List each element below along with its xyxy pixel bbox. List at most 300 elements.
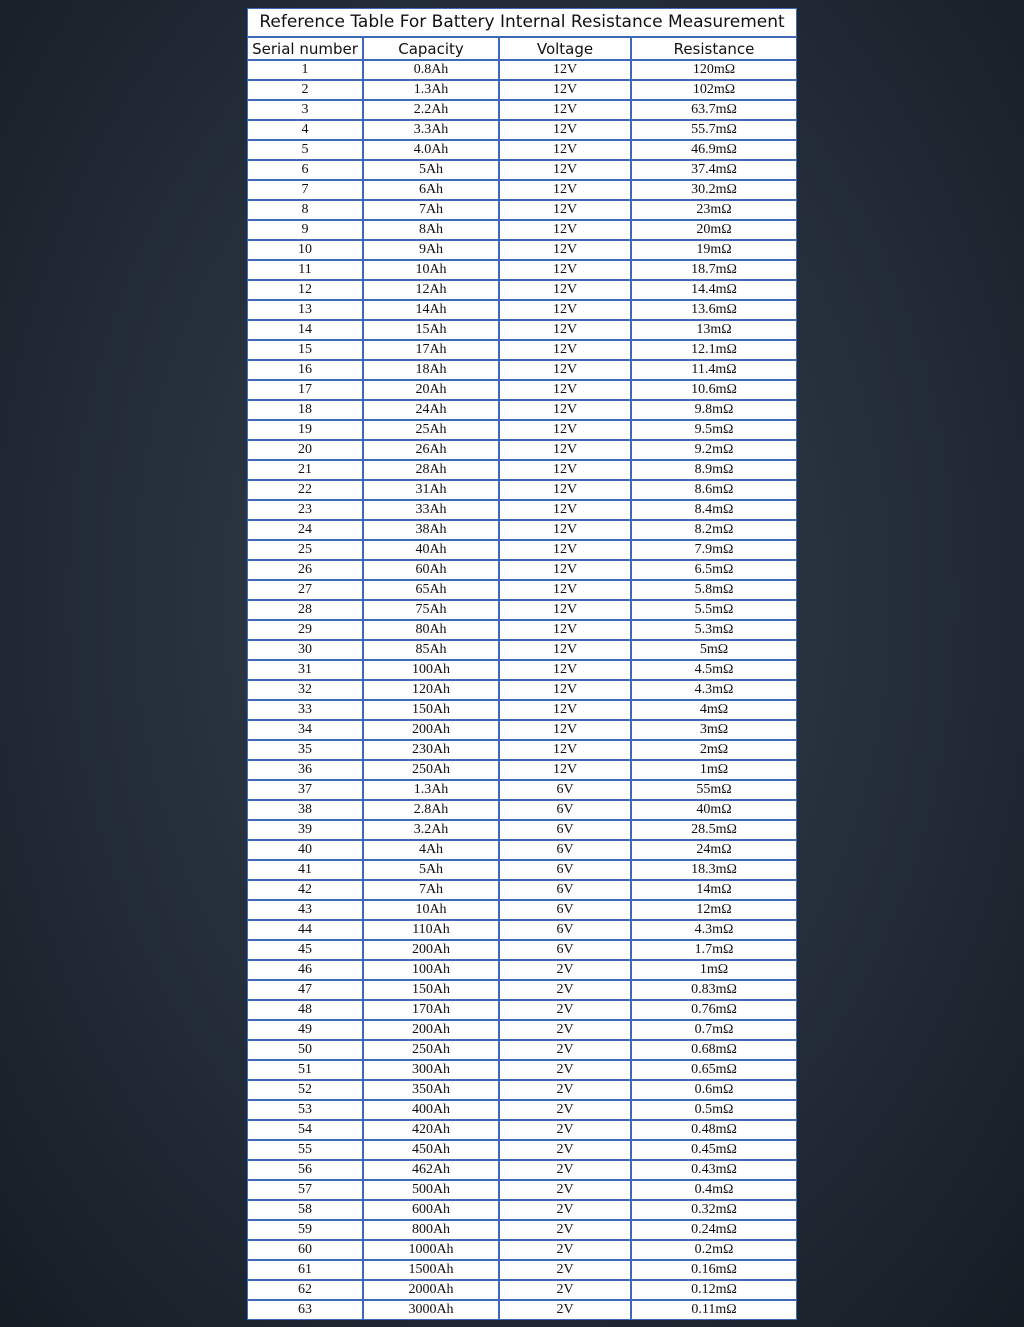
cell-capacity: 28Ah: [363, 460, 499, 480]
cell-capacity: 400Ah: [363, 1100, 499, 1120]
cell-resistance: 0.24mΩ: [631, 1220, 796, 1240]
table-row: [248, 320, 796, 340]
table-row: [248, 1280, 796, 1300]
cell-resistance: 28.5mΩ: [631, 820, 796, 840]
table-row: [248, 1080, 796, 1100]
table-row: [248, 420, 796, 440]
cell-voltage: 12V: [499, 400, 631, 420]
cell-voltage: 12V: [499, 280, 631, 300]
cell-resistance: 8.6mΩ: [631, 480, 796, 500]
table-row: [248, 80, 796, 100]
cell-serial-number: 44: [248, 920, 363, 940]
cell-voltage: 12V: [499, 660, 631, 680]
table-row: [248, 1060, 796, 1080]
cell-resistance: 8.2mΩ: [631, 520, 796, 540]
cell-resistance: 0.7mΩ: [631, 1020, 796, 1040]
cell-resistance: 0.16mΩ: [631, 1260, 796, 1280]
cell-resistance: 0.43mΩ: [631, 1160, 796, 1180]
cell-resistance: 14.4mΩ: [631, 280, 796, 300]
table-row: [248, 140, 796, 160]
cell-resistance: 40mΩ: [631, 800, 796, 820]
table-row: [248, 1020, 796, 1040]
cell-capacity: 1.3Ah: [363, 80, 499, 100]
table-row: [248, 640, 796, 660]
cell-serial-number: 58: [248, 1200, 363, 1220]
cell-serial-number: 28: [248, 600, 363, 620]
table-row: [248, 620, 796, 640]
cell-voltage: 2V: [499, 1060, 631, 1080]
cell-voltage: 12V: [499, 140, 631, 160]
cell-capacity: 350Ah: [363, 1080, 499, 1100]
cell-voltage: 12V: [499, 340, 631, 360]
cell-resistance: 8.4mΩ: [631, 500, 796, 520]
table-row: [248, 720, 796, 740]
cell-serial-number: 22: [248, 480, 363, 500]
cell-serial-number: 46: [248, 960, 363, 980]
cell-capacity: 14Ah: [363, 300, 499, 320]
table-row: [248, 900, 796, 920]
cell-resistance: 13mΩ: [631, 320, 796, 340]
cell-serial-number: 36: [248, 760, 363, 780]
cell-serial-number: 57: [248, 1180, 363, 1200]
table-row: [248, 660, 796, 680]
table-row: [248, 840, 796, 860]
cell-voltage: 2V: [499, 1240, 631, 1260]
cell-capacity: 1500Ah: [363, 1260, 499, 1280]
cell-capacity: 25Ah: [363, 420, 499, 440]
cell-capacity: 200Ah: [363, 720, 499, 740]
cell-resistance: 1mΩ: [631, 960, 796, 980]
cell-resistance: 4mΩ: [631, 700, 796, 720]
cell-serial-number: 54: [248, 1120, 363, 1140]
table-row: [248, 540, 796, 560]
cell-serial-number: 16: [248, 360, 363, 380]
cell-serial-number: 2: [248, 80, 363, 100]
cell-voltage: 12V: [499, 60, 631, 80]
cell-resistance: 30.2mΩ: [631, 180, 796, 200]
table-row: [248, 520, 796, 540]
cell-capacity: 7Ah: [363, 200, 499, 220]
cell-voltage: 12V: [499, 240, 631, 260]
cell-resistance: 18.7mΩ: [631, 260, 796, 280]
cell-resistance: 0.6mΩ: [631, 1080, 796, 1100]
cell-voltage: 12V: [499, 500, 631, 520]
table-row: [248, 1300, 796, 1319]
table-row: [248, 260, 796, 280]
cell-capacity: 31Ah: [363, 480, 499, 500]
cell-serial-number: 15: [248, 340, 363, 360]
table-row: [248, 780, 796, 800]
table-row: [248, 460, 796, 480]
cell-voltage: 12V: [499, 720, 631, 740]
cell-capacity: 100Ah: [363, 660, 499, 680]
cell-resistance: 63.7mΩ: [631, 100, 796, 120]
cell-voltage: 12V: [499, 100, 631, 120]
table-row: [248, 340, 796, 360]
cell-voltage: 2V: [499, 1020, 631, 1040]
table-row: [248, 1120, 796, 1140]
cell-capacity: 33Ah: [363, 500, 499, 520]
table-row: [248, 1220, 796, 1240]
cell-capacity: 110Ah: [363, 920, 499, 940]
cell-capacity: 250Ah: [363, 1040, 499, 1060]
cell-resistance: 1mΩ: [631, 760, 796, 780]
table-row: [248, 1200, 796, 1220]
cell-serial-number: 3: [248, 100, 363, 120]
cell-resistance: 9.5mΩ: [631, 420, 796, 440]
table-row: [248, 1260, 796, 1280]
resistance-table: [248, 38, 796, 1319]
cell-capacity: 170Ah: [363, 1000, 499, 1020]
cell-capacity: 3.2Ah: [363, 820, 499, 840]
cell-capacity: 230Ah: [363, 740, 499, 760]
cell-voltage: 2V: [499, 1120, 631, 1140]
cell-voltage: 2V: [499, 1260, 631, 1280]
cell-capacity: 38Ah: [363, 520, 499, 540]
cell-serial-number: 63: [248, 1300, 363, 1319]
cell-capacity: 600Ah: [363, 1200, 499, 1220]
cell-serial-number: 12: [248, 280, 363, 300]
cell-resistance: 0.5mΩ: [631, 1100, 796, 1120]
cell-serial-number: 43: [248, 900, 363, 920]
cell-voltage: 12V: [499, 420, 631, 440]
cell-serial-number: 31: [248, 660, 363, 680]
cell-serial-number: 6: [248, 160, 363, 180]
cell-serial-number: 5: [248, 140, 363, 160]
cell-resistance: 3mΩ: [631, 720, 796, 740]
cell-resistance: 1.7mΩ: [631, 940, 796, 960]
cell-resistance: 8.9mΩ: [631, 460, 796, 480]
cell-resistance: 12.1mΩ: [631, 340, 796, 360]
table-row: [248, 1180, 796, 1200]
cell-voltage: 2V: [499, 1100, 631, 1120]
cell-serial-number: 4: [248, 120, 363, 140]
cell-resistance: 0.2mΩ: [631, 1240, 796, 1260]
cell-serial-number: 39: [248, 820, 363, 840]
cell-voltage: 12V: [499, 80, 631, 100]
cell-voltage: 12V: [499, 740, 631, 760]
table-row: [248, 200, 796, 220]
cell-voltage: 12V: [499, 380, 631, 400]
cell-resistance: 4.5mΩ: [631, 660, 796, 680]
reference-table-sheet: [247, 8, 797, 1320]
table-row: [248, 1040, 796, 1060]
cell-resistance: 0.83mΩ: [631, 980, 796, 1000]
cell-resistance: 0.32mΩ: [631, 1200, 796, 1220]
cell-voltage: 2V: [499, 1160, 631, 1180]
cell-capacity: 200Ah: [363, 940, 499, 960]
cell-capacity: 100Ah: [363, 960, 499, 980]
table-title: Reference Table For Battery Internal Resistance Measurement: [248, 9, 796, 38]
cell-serial-number: 21: [248, 460, 363, 480]
table-row: [248, 680, 796, 700]
cell-resistance: 5.5mΩ: [631, 600, 796, 620]
table-row: [248, 560, 796, 580]
cell-capacity: 18Ah: [363, 360, 499, 380]
cell-capacity: 24Ah: [363, 400, 499, 420]
table-row: [248, 820, 796, 840]
cell-capacity: 85Ah: [363, 640, 499, 660]
cell-voltage: 12V: [499, 680, 631, 700]
cell-serial-number: 33: [248, 700, 363, 720]
cell-resistance: 5mΩ: [631, 640, 796, 660]
cell-resistance: 18.3mΩ: [631, 860, 796, 880]
table-row: [248, 500, 796, 520]
table-row: [248, 980, 796, 1000]
cell-serial-number: 50: [248, 1040, 363, 1060]
cell-serial-number: 18: [248, 400, 363, 420]
cell-capacity: 120Ah: [363, 680, 499, 700]
table-row: [248, 60, 796, 80]
header-serial-number: Serial number: [248, 38, 363, 60]
header-row: [248, 38, 796, 60]
cell-capacity: 5Ah: [363, 160, 499, 180]
cell-voltage: 2V: [499, 980, 631, 1000]
cell-capacity: 200Ah: [363, 1020, 499, 1040]
cell-serial-number: 19: [248, 420, 363, 440]
table-row: [248, 600, 796, 620]
table-row: [248, 1160, 796, 1180]
cell-voltage: 12V: [499, 620, 631, 640]
cell-serial-number: 42: [248, 880, 363, 900]
cell-serial-number: 20: [248, 440, 363, 460]
table-row: [248, 360, 796, 380]
cell-resistance: 0.65mΩ: [631, 1060, 796, 1080]
cell-capacity: 1.3Ah: [363, 780, 499, 800]
cell-capacity: 40Ah: [363, 540, 499, 560]
cell-capacity: 300Ah: [363, 1060, 499, 1080]
cell-voltage: 12V: [499, 700, 631, 720]
cell-voltage: 2V: [499, 1180, 631, 1200]
cell-capacity: 80Ah: [363, 620, 499, 640]
cell-resistance: 24mΩ: [631, 840, 796, 860]
cell-serial-number: 1: [248, 60, 363, 80]
cell-voltage: 12V: [499, 220, 631, 240]
cell-voltage: 2V: [499, 1040, 631, 1060]
cell-voltage: 12V: [499, 160, 631, 180]
cell-serial-number: 47: [248, 980, 363, 1000]
cell-resistance: 0.11mΩ: [691, 1302, 737, 1317]
cell-voltage: 12V: [499, 200, 631, 220]
cell-resistance: 19mΩ: [631, 240, 796, 260]
cell-voltage: 6V: [499, 840, 631, 860]
cell-voltage: 2V: [499, 1220, 631, 1240]
cell-serial-number: 10: [248, 240, 363, 260]
table-row: [248, 580, 796, 600]
header-resistance: Resistance: [631, 38, 796, 60]
cell-voltage: 2V: [499, 1300, 631, 1319]
cell-capacity: 462Ah: [363, 1160, 499, 1180]
table-row: [248, 180, 796, 200]
cell-resistance: 55mΩ: [631, 780, 796, 800]
cell-resistance: 9.2mΩ: [631, 440, 796, 460]
cell-capacity: 20Ah: [363, 380, 499, 400]
table-row: [248, 300, 796, 320]
table-row: [248, 280, 796, 300]
cell-voltage: 6V: [499, 880, 631, 900]
table-row: [248, 400, 796, 420]
cell-capacity: 2.8Ah: [363, 800, 499, 820]
cell-voltage: 12V: [499, 640, 631, 660]
cell-capacity: 65Ah: [363, 580, 499, 600]
cell-capacity: 15Ah: [363, 320, 499, 340]
table-row: [248, 880, 796, 900]
cell-serial-number: 30: [248, 640, 363, 660]
cell-capacity: 3000Ah: [363, 1300, 499, 1319]
header-capacity: Capacity: [363, 38, 499, 60]
cell-serial-number: 55: [248, 1140, 363, 1160]
cell-resistance: 55.7mΩ: [631, 120, 796, 140]
cell-capacity: 2.2Ah: [363, 100, 499, 120]
cell-serial-number: 52: [248, 1080, 363, 1100]
table-row: [248, 480, 796, 500]
cell-voltage: 2V: [499, 1140, 631, 1160]
cell-serial-number: 7: [248, 180, 363, 200]
table-row: [248, 960, 796, 980]
cell-serial-number: 13: [248, 300, 363, 320]
cell-resistance: 0.12mΩ: [631, 1280, 796, 1300]
table-row: [248, 240, 796, 260]
table-row: [248, 440, 796, 460]
cell-serial-number: 48: [248, 1000, 363, 1020]
table-row: [248, 220, 796, 240]
cell-serial-number: 27: [248, 580, 363, 600]
cell-serial-number: 26: [248, 560, 363, 580]
cell-serial-number: 41: [248, 860, 363, 880]
cell-serial-number: 60: [248, 1240, 363, 1260]
table-row: [248, 940, 796, 960]
cell-resistance: 46.9mΩ: [631, 140, 796, 160]
cell-voltage: 12V: [499, 580, 631, 600]
cell-resistance: 12mΩ: [631, 900, 796, 920]
header-voltage: Voltage: [499, 38, 631, 60]
cell-capacity: 10Ah: [363, 900, 499, 920]
cell-resistance: 0.76mΩ: [631, 1000, 796, 1020]
cell-capacity: 150Ah: [363, 980, 499, 1000]
cell-voltage: 12V: [499, 180, 631, 200]
cell-capacity: 6Ah: [363, 180, 499, 200]
cell-serial-number: 56: [248, 1160, 363, 1180]
cell-voltage: 12V: [499, 480, 631, 500]
cell-resistance: 4.3mΩ: [631, 680, 796, 700]
cell-serial-number: 35: [248, 740, 363, 760]
cell-voltage: 12V: [499, 540, 631, 560]
cell-resistance: 6.5mΩ: [631, 560, 796, 580]
cell-capacity: 17Ah: [363, 340, 499, 360]
table-row: [248, 700, 796, 720]
table-row: [248, 1240, 796, 1260]
cell-voltage: 2V: [499, 960, 631, 980]
cell-serial-number: 25: [248, 540, 363, 560]
cell-resistance: 120mΩ: [631, 60, 796, 80]
cell-voltage: 2V: [499, 1000, 631, 1020]
table-row: [248, 1000, 796, 1020]
cell-voltage: 12V: [499, 760, 631, 780]
cell-voltage: 6V: [499, 860, 631, 880]
cell-capacity: 0.8Ah: [363, 60, 499, 80]
cell-serial-number: 53: [248, 1100, 363, 1120]
table-row: [248, 380, 796, 400]
cell-resistance: 2mΩ: [631, 740, 796, 760]
cell-capacity: 4.0Ah: [363, 140, 499, 160]
cell-capacity: 12Ah: [363, 280, 499, 300]
cell-resistance: 0.4mΩ: [631, 1180, 796, 1200]
cell-serial-number: 45: [248, 940, 363, 960]
cell-voltage: 2V: [499, 1200, 631, 1220]
cell-resistance: 4.3mΩ: [631, 920, 796, 940]
cell-capacity: 420Ah: [363, 1120, 499, 1140]
table-row: [248, 920, 796, 940]
cell-resistance: 11.4mΩ: [631, 360, 796, 380]
cell-voltage: 12V: [499, 600, 631, 620]
cell-capacity: 800Ah: [363, 1220, 499, 1240]
cell-serial-number: 59: [248, 1220, 363, 1240]
cell-capacity: 8Ah: [363, 220, 499, 240]
cell-capacity: 9Ah: [363, 240, 499, 260]
cell-capacity: 3.3Ah: [363, 120, 499, 140]
cell-serial-number: 51: [248, 1060, 363, 1080]
cell-voltage: 6V: [499, 920, 631, 940]
cell-capacity: 1000Ah: [363, 1240, 499, 1260]
cell-capacity: 250Ah: [363, 760, 499, 780]
cell-serial-number: 8: [248, 200, 363, 220]
cell-resistance: 20mΩ: [631, 220, 796, 240]
cell-resistance: 7.9mΩ: [631, 540, 796, 560]
cell-capacity: 75Ah: [363, 600, 499, 620]
cell-serial-number: 9: [248, 220, 363, 240]
table-row: [248, 860, 796, 880]
cell-resistance: 0.68mΩ: [631, 1040, 796, 1060]
cell-serial-number: 17: [248, 380, 363, 400]
cell-voltage: 12V: [499, 260, 631, 280]
cell-capacity: 150Ah: [363, 700, 499, 720]
cell-voltage: 2V: [499, 1080, 631, 1100]
cell-resistance: 5.8mΩ: [631, 580, 796, 600]
cell-resistance: 102mΩ: [631, 80, 796, 100]
cell-serial-number: 34: [248, 720, 363, 740]
cell-voltage: 12V: [499, 440, 631, 460]
cell-capacity: 60Ah: [363, 560, 499, 580]
table-row: [248, 100, 796, 120]
cell-capacity: 10Ah: [363, 260, 499, 280]
cell-voltage: 12V: [499, 300, 631, 320]
cell-serial-number: 32: [248, 680, 363, 700]
cell-serial-number: 29: [248, 620, 363, 640]
cell-voltage: 6V: [499, 800, 631, 820]
cell-serial-number: 14: [248, 320, 363, 340]
cell-resistance: 14mΩ: [631, 880, 796, 900]
table-row: [248, 1140, 796, 1160]
cell-serial-number: 23: [248, 500, 363, 520]
cell-resistance: 10.6mΩ: [631, 380, 796, 400]
table-row: [248, 760, 796, 780]
cell-resistance: 5.3mΩ: [631, 620, 796, 640]
cell-serial-number: 49: [248, 1020, 363, 1040]
cell-serial-number: 62: [248, 1280, 363, 1300]
cell-capacity: 450Ah: [363, 1140, 499, 1160]
cell-serial-number: 40: [248, 840, 363, 860]
table-row: [248, 800, 796, 820]
cell-capacity: 2000Ah: [363, 1280, 499, 1300]
table-row: [248, 120, 796, 140]
cell-capacity: 4Ah: [363, 840, 499, 860]
table-row: [248, 1100, 796, 1120]
cell-voltage: 6V: [499, 940, 631, 960]
cell-voltage: 12V: [499, 460, 631, 480]
cell-capacity: 7Ah: [363, 880, 499, 900]
cell-capacity: 5Ah: [363, 860, 499, 880]
cell-resistance: 23mΩ: [631, 200, 796, 220]
